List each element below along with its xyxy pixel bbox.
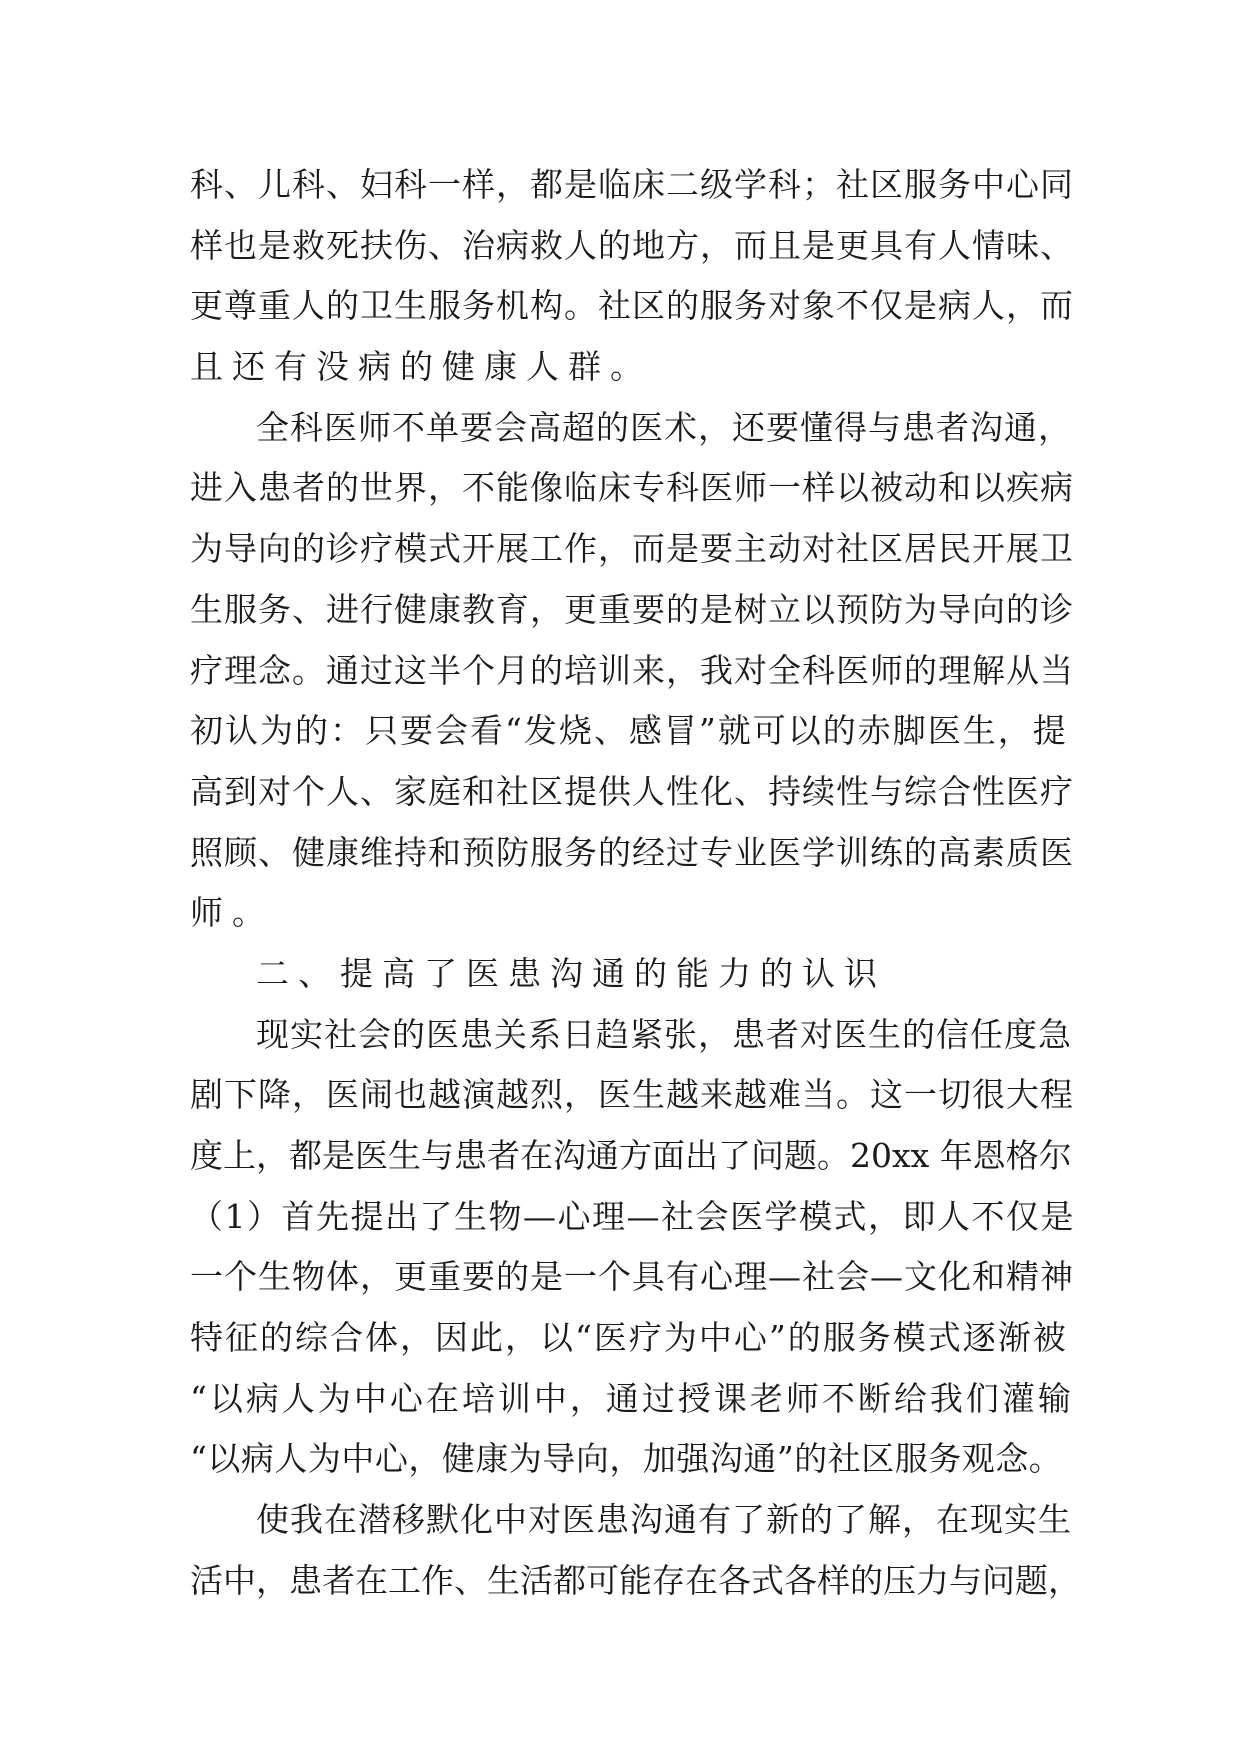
text-line: “以病人为中心在培训中，通过授课老师不断给我们灌输: [190, 1378, 1074, 1418]
text-line: 进入患者的世界，不能像临床专科医师一样以被动和以疾病: [190, 468, 1074, 508]
text-line: 照顾、健康维持和预防服务的经过专业医学训练的高素质医: [190, 832, 1074, 872]
text-line: 使我在潜移默化中对医患沟通有了新的了解，在现实生: [256, 1500, 1072, 1540]
text-line: 初认为的：只要会看“发烧、感冒”就可以的赤脚医生，提: [190, 711, 1068, 751]
text-line: 且还有没病的健康人群。: [190, 347, 652, 387]
text-line: 剧下降，医闹也越演越烈，医生越来越难当。这一切很大程: [190, 1075, 1074, 1115]
text-line: 高到对个人、家庭和社区提供人性化、持续性与综合性医疗: [190, 771, 1074, 811]
text-line: 样也是救死扶伤、治病救人的地方，而且是更具有人情味、: [190, 225, 1074, 265]
text-line: 全科医师不单要会高超的医术，还要懂得与患者沟通，: [256, 407, 1072, 447]
text-line: 更尊重人的卫生服务机构。社区的服务对象不仅是病人，而: [190, 286, 1074, 326]
text-line: 度上，都是医生与患者在沟通方面出了问题。20xx 年恩格尔: [190, 1136, 1072, 1175]
text-line: 生服务、进行健康教育，更重要的是树立以预防为导向的诊: [190, 589, 1074, 629]
text-line: 二、提高了医患沟通的能力的认识: [256, 953, 886, 993]
text-line: 师。: [190, 893, 274, 933]
text-line: （1）首先提出了生物—心理—社会医学模式，即人不仅是: [190, 1196, 1075, 1236]
text-line: 一个生物体，更重要的是一个具有心理—社会—文化和精神: [190, 1257, 1074, 1297]
document-body: [190, 155, 1081, 1612]
text-line: “以病人为中心，健康为导向，加强沟通”的社区服务观念。: [190, 1439, 1063, 1479]
text-line: 为导向的诊疗模式开展工作，而是要主动对社区居民开展卫: [190, 529, 1074, 569]
text-line: 特征的综合体，因此，以“医疗为中心”的服务模式逐渐被: [190, 1318, 1068, 1358]
text-line: 现实社会的医患关系日趋紧张，患者对医生的信任度急: [256, 1014, 1072, 1054]
text-line: 活中，患者在工作、生活都可能存在各式各样的压力与问题，: [190, 1560, 1081, 1600]
text-line: 疗理念。通过这半个月的培训来，我对全科医师的理解从当: [190, 650, 1074, 690]
text-line: 科、儿科、妇科一样，都是临床二级学科；社区服务中心同: [190, 165, 1074, 204]
